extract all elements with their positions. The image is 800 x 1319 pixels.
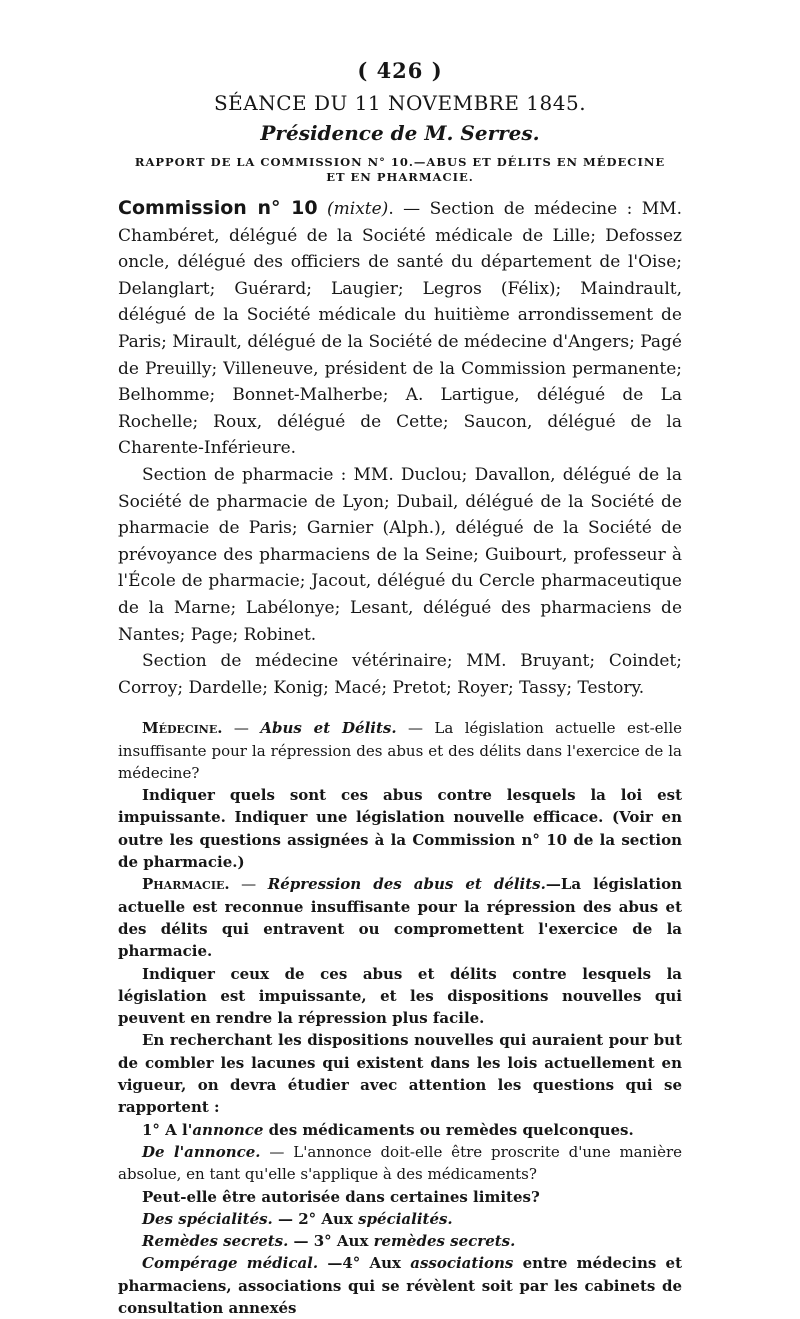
report-title-line1: RAPPORT DE LA COMMISSION N° 10.—ABUS ET DÉLITS EN MÉDECINE: [134, 155, 666, 169]
pharmacie-indiquer: Indiquer ceux de ces abus et délits contre lesquels la législation est impuissante, et les dispositions nouvelles qui peuvent en rendre la répression plus facile.: [118, 964, 682, 1028]
medecine-indiquer: Indiquer quels sont ces abus contre lesquels la loi est impuissante. Indiquer une législation nouvelle efficace. (Voir en outre les questions assignées à la Commission n° 10 de la section de pharmacie.): [118, 786, 682, 872]
pharmacie-question: Pharmacie. — Répression des abus et délits.—La législation actuelle est reconnue insuffisante pour la répression des abus et des délits qui entravent ou compromettent l'exercice de la pharmacie.: [118, 875, 682, 961]
commission-lead: Commission n° 10: [118, 197, 318, 219]
medecine-question: Médecine. — Abus et Délits. — La législation actuelle est-elle insuffisante pour la répression des abus et des délits dans l'exercice de la médecine?: [118, 719, 682, 782]
comperage-paragraph: Compérage médical. —4° Aux associations entre médecins et pharmaciens, associations qui se révèlent soit par les cabinets de consultation annexés: [118, 1254, 683, 1317]
pharmacie-section-paragraph: Section de pharmacie : MM. Duclou; Davallon, délégué de la Société de pharmacie de Lyon; Dubail, délégué de la Société de pharmacie de Paris; Garnier (Alph.), délégué de la Société de prévoyance des pharmaciens de la Seine; Guibourt, professeur à l'École de pharmacie; Jacout, délégué du Cercle pharmaceutique de la Marne; Labélonye; Lesant, délégué des pharmaciens de Nantes; Page; Robinet.: [118, 464, 682, 645]
page-number: ( 426 ): [357, 58, 443, 83]
presidency-line: Présidence de M. Serres.: [260, 121, 540, 145]
section-gap: [118, 701, 682, 717]
item-annonce: 1° A l'annonce des médicaments ou remèdes quelconques.: [142, 1120, 634, 1139]
report-title: [118, 155, 682, 185]
recherchant-paragraph: En recherchant les dispositions nouvelles qui auraient pour but de combler les lacunes qui existent dans les lois actuellement en vigueur, on devra étudier avec attention les questions qui se rapportent :: [118, 1031, 682, 1117]
commission-mixte: (mixte): [327, 199, 389, 219]
session-heading: SÉANCE DU 11 NOVEMBRE 1845.: [213, 91, 587, 115]
remedes-paragraph: Remèdes secrets. — 3° Aux remèdes secrets.: [142, 1232, 516, 1251]
veterinaire-section-paragraph: Section de médecine vétérinaire; MM. Bruyant; Coindet; Corroy; Dardelle; Konig; Macé; Pretot; Royer; Tassy; Testory.: [118, 651, 682, 698]
annonce-paragraph: De l'annonce. — L'annonce doit-elle être proscrite d'une manière absolue, en tant qu'elle s'applique à des médicaments?: [118, 1142, 682, 1184]
questions-section: [118, 717, 682, 1319]
medecine-members: . — Section de médecine : MM. Chambéret, délégué de la Société médicale de Lille; Defossez oncle, délégué des officiers de santé du département de l'Oise; Delanglart; Guérard; Laugier; Legros (Félix); Maindrault, délégué de la Société médicale du huitième arrondissement de Paris; Mirault, délégué de la Société de médecine d'Angers; Pagé de Preuilly; Villeneuve, président de la Commission permanente; Belhomme; Bonnet-Malherbe; A. Lartigue, délégué de La Rochelle; Roux, délégué de Cette; Saucon, délégué de la Charente-Inférieure.: [118, 199, 682, 459]
commission-members: [118, 195, 682, 701]
specialites-paragraph: Des spécialités. — 2° Aux spécialités.: [142, 1209, 453, 1228]
peut-paragraph: Peut-elle être autorisée dans certaines limites?: [142, 1187, 540, 1206]
medecine-section-paragraph: [118, 195, 682, 462]
report-title-line2: ET EN PHARMACIE.: [326, 170, 474, 184]
